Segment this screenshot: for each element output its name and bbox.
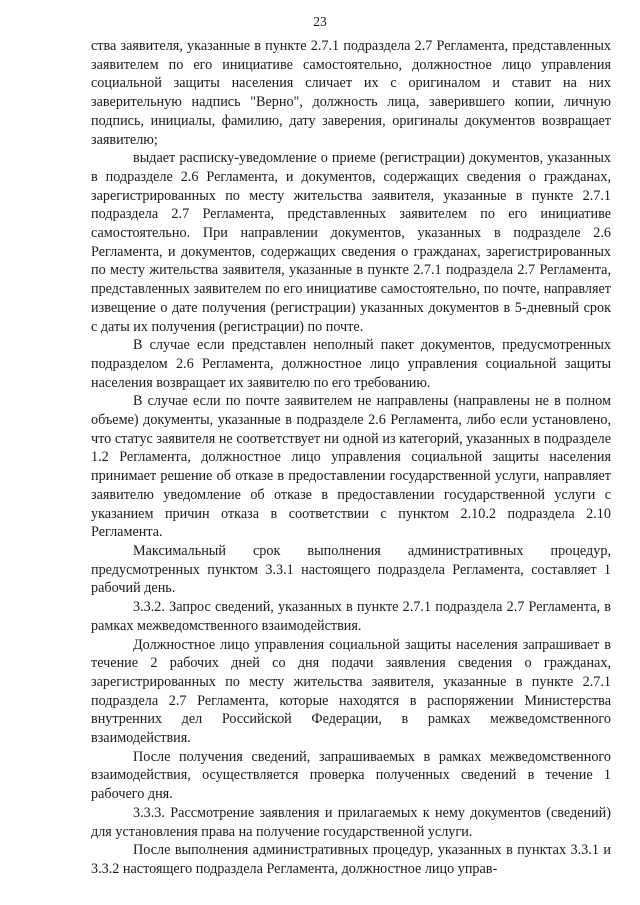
- page-number: 23: [313, 14, 327, 29]
- section-heading-3-3-3: 3.3.3. Рассмотрение заявления и прилагаемых к нему документов (сведений) для установления права на получение государственной услуги.: [91, 804, 611, 840]
- paragraph-verification: После получения сведений, запрашиваемых в рамках межведомственного взаимодействия, осуществляется проверка полученных сведений в течение 1 рабочего дня.: [91, 748, 611, 803]
- document-body: [91, 37, 611, 879]
- paragraph-interagency-request: Должностное лицо управления социальной защиты населения запрашивает в течение 2 рабочих дней со дня подачи заявления сведения о гражданах, зарегистрированных по месту жительства заявителя, указанные в пункте 2.7.1 подраздела 2.7 Регламента, которые находятся в распоряжении Министерства внутренних дел Российской Федерации, в рамках межведомственного взаимодействия.: [91, 636, 611, 747]
- paragraph-after-procedures: После выполнения административных процедур, указанных в пунктах 3.3.1 и 3.3.2 настоящего подраздела Регламента, должностное лицо управ-: [91, 842, 611, 877]
- paragraph-receipt-notice: выдает расписку-уведомление о приеме (регистрации) документов, указанных в подразделе 2.6 Регламента, и документов, содержащих сведения о гражданах, зарегистрированных по месту жительства заявителя, указанные в пункте 2.7.1 подраздела 2.7 Регламента, представленных заявителем по его инициативе самостоятельно. При направлении документов, указанных в подразделе 2.6 Регламента, и документов, содержащих сведения о гражданах, зарегистрированных по месту жительства заявителя, указанные в пункте 2.7.1 подраздела 2.7 Регламента, представленных заявителем по его инициативе самостоятельно, по почте, направляет извещение о дате получения (регистрации) указанных документов в 5-дневный срок с даты их получения (регистрации) по почте.: [91, 150, 611, 335]
- section-heading-3-3-2: 3.3.2. Запрос сведений, указанных в пункте 2.7.1 подраздела 2.7 Регламента, в рамках межведомственного взаимодействия.: [91, 599, 611, 634]
- paragraph-incomplete-package: В случае если представлен неполный пакет документов, предусмотренных подразделом 2.6 Регламента, должностное лицо управления социальной защиты населения возвращает их заявителю по его требованию.: [91, 337, 611, 391]
- paragraph-refusal-decision: В случае если по почте заявителем не направлены (направлены не в полном объеме) документы, указанные в подразделе 2.6 Регламента, либо если установлено, что статус заявителя не соответствует ни одной из категорий, указанных в подразделе 1.2 Регламента, должностное лицо управления социальной защиты населения принимает решение об отказе в предоставлении государственной услуги, направляет заявителю уведомление об отказе в предоставлении государственной услуги с указанием причин отказа в соответствии с пунктом 2.10.2 подраздела 2.10 Регламента.: [91, 393, 611, 541]
- paragraph-continued: ства заявителя, указанные в пункте 2.7.1 подраздела 2.7 Регламента, представленных заявителем по его инициативе самостоятельно, должностное лицо управления социальной защиты населения сличает их с оригиналом и ставит на них заверительную надпись "Верно", должность лица, заверившего копии, личную подпись, инициалы, фамилию, дату заверения, оригиналы документов возвращает заявителю;: [91, 38, 611, 148]
- paragraph-max-term: Максимальный срок выполнения административных процедур, предусмотренных пунктом 3.3.1 настоящего подраздела Регламента, составляет 1 рабочий день.: [91, 542, 611, 597]
